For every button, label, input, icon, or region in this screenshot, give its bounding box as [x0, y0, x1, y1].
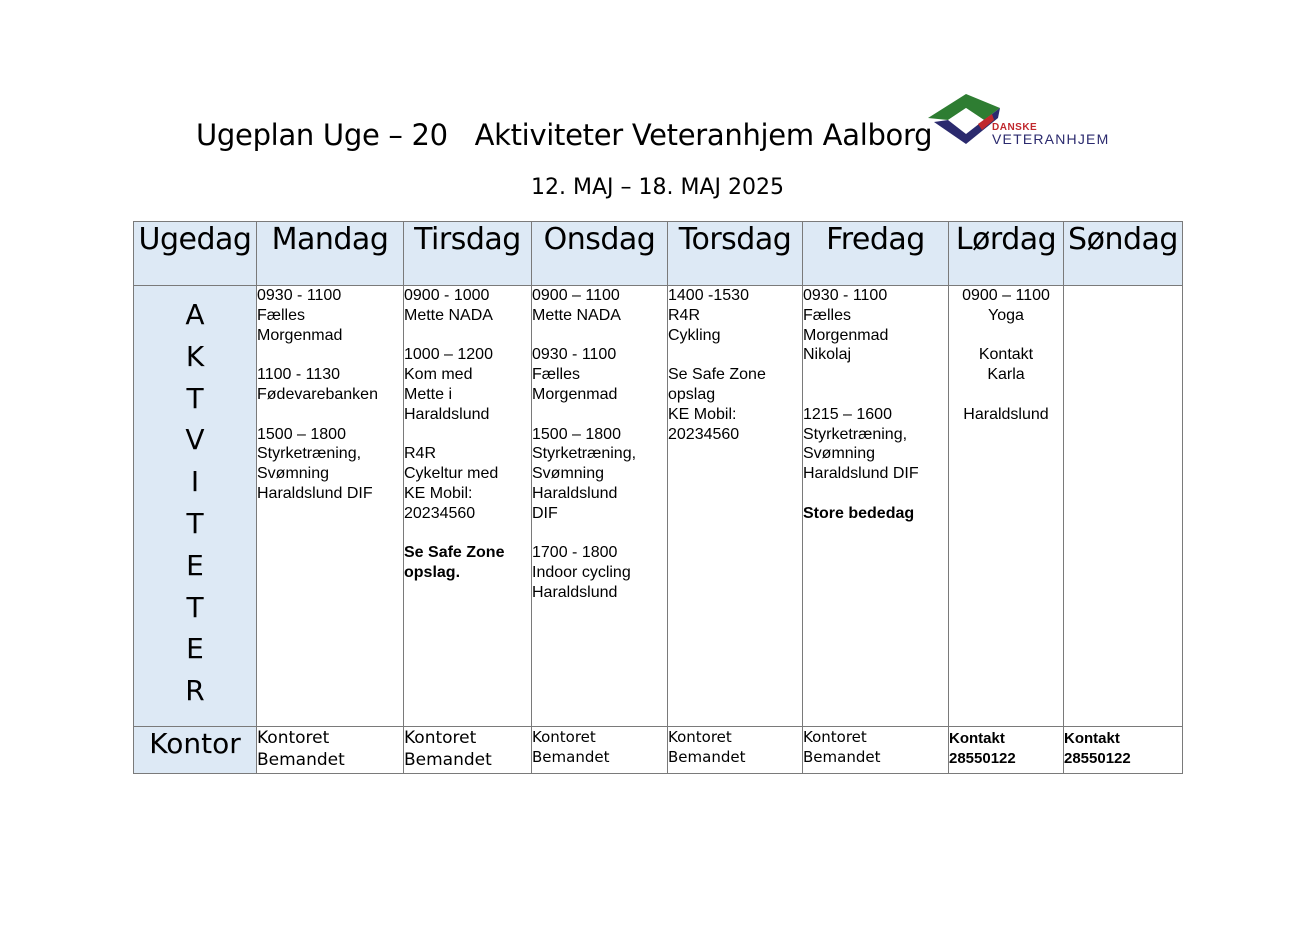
cell-line: Mette i: [404, 385, 453, 403]
activities-lordag: [949, 286, 1064, 727]
cell-line: Mette NADA: [532, 306, 621, 324]
activities-fredag: [803, 286, 949, 727]
kontor-mandag: [257, 727, 404, 774]
kontor-lordag: [949, 727, 1064, 774]
label-letter: K: [185, 339, 205, 373]
kontor-torsdag: [668, 727, 803, 774]
kontor-row: [134, 727, 1183, 774]
kontor-onsdag: [532, 727, 668, 774]
header-ugedag: Ugedag: [134, 222, 257, 286]
date-range-text: 12. MAJ – 18. MAJ 2025: [531, 175, 784, 200]
cell-line: opslag: [668, 385, 716, 403]
header-tirsdag: Tirsdag: [404, 222, 532, 286]
cell-line: 1000 – 1200: [404, 346, 493, 364]
cell-line: 0900 – 1100: [962, 287, 1050, 304]
header-torsdag: Torsdag: [668, 222, 803, 286]
cell-line: 0930 - 1100: [803, 287, 888, 304]
cell-line: [532, 524, 667, 544]
cell-line: 0930 - 1100: [532, 346, 617, 364]
cell-line: Fælles: [257, 306, 306, 324]
page-title: Ugeplan Uge – 20 Aktiviteter Veteranhjem Aalborg: [196, 118, 933, 152]
label-letter: T: [186, 590, 204, 624]
label-letter: R: [185, 674, 205, 708]
label-letter: I: [190, 465, 200, 499]
cell-line: 1100 - 1130: [257, 366, 341, 384]
cell-line: 28550122: [1064, 750, 1131, 767]
cell-line: Styrketræning,: [257, 445, 362, 463]
cell-line: [404, 425, 531, 445]
cell-line: KE Mobil:: [668, 405, 737, 423]
cell-line: Kontakt: [978, 346, 1034, 364]
cell-line: Morgenmad: [803, 326, 889, 344]
cell-line: Mette NADA: [404, 306, 493, 324]
cell-line: 20234560: [404, 504, 476, 522]
cell-line: 28550122: [949, 750, 1016, 767]
cell-line: DIF: [532, 504, 558, 522]
cell-line-bold: opslag.: [404, 564, 461, 582]
cell-line: [949, 326, 1063, 346]
cell-line: Fælles: [532, 366, 581, 384]
activities-torsdag: [668, 286, 803, 727]
cell-line: [532, 405, 667, 425]
cell-line: Fælles: [803, 306, 852, 324]
logo-text-veteranhjem: VETERANHJEM: [992, 131, 1110, 147]
cell-line: Bemandet: [404, 750, 492, 770]
label-letter: V: [185, 423, 205, 457]
cell-line: Morgenmad: [257, 326, 343, 344]
kontor-label: Kontor: [134, 727, 257, 774]
kontor-fredag: [803, 727, 949, 774]
cell-line: Kontoret: [257, 728, 330, 748]
cell-line: Kontakt: [949, 730, 1005, 747]
header-lordag: Lørdag: [949, 222, 1064, 286]
header-row: [134, 222, 1183, 286]
cell-line: Se Safe Zone: [668, 366, 766, 384]
cell-line: [404, 326, 531, 346]
cell-line: Haraldslund DIF: [803, 465, 919, 483]
activities-row: [134, 286, 1183, 727]
label-letter: A: [185, 298, 205, 331]
cell-line: Morgenmad: [532, 385, 618, 403]
cell-line: Kontoret: [404, 728, 477, 748]
cell-line: 1700 - 1800: [532, 544, 618, 562]
cell-line: 0900 - 1000: [404, 287, 490, 304]
cell-line: Fødevarebanken: [257, 385, 378, 403]
cell-line: Haraldslund: [404, 405, 490, 423]
cell-line: 0930 - 1100: [257, 287, 342, 304]
cell-line: [257, 345, 403, 365]
kontor-tirsdag: [404, 727, 532, 774]
header-fredag: Fredag: [803, 222, 949, 286]
label-letter: T: [186, 506, 204, 540]
cell-line: Indoor cycling: [532, 564, 631, 582]
cell-line: R4R: [404, 445, 437, 463]
kontor-sondag: [1064, 727, 1183, 774]
cell-line: Styrketræning,: [803, 425, 908, 443]
cell-line: [668, 345, 802, 365]
week-schedule-table: [133, 221, 1183, 774]
cell-line: Karla: [987, 366, 1025, 384]
activities-mandag: [257, 286, 404, 727]
activities-sondag: [1064, 286, 1183, 727]
cell-line: Bemandet: [803, 748, 881, 766]
cell-line: Cykeltur med: [404, 465, 499, 483]
cell-line: Kontoret: [803, 728, 867, 746]
cell-line: KE Mobil:: [404, 484, 473, 502]
activities-label: [134, 286, 257, 727]
cell-line: Bemandet: [257, 750, 345, 770]
cell-line: [532, 326, 667, 346]
vertical-label: [134, 286, 256, 712]
cell-line: Cykling: [668, 326, 721, 344]
cell-line-bold: Store bededag: [803, 504, 915, 522]
header-onsdag: Onsdag: [532, 222, 668, 286]
cell-line: Haraldslund: [963, 405, 1049, 423]
cell-line: 1215 – 1600: [803, 405, 892, 423]
cell-line: Bemandet: [668, 748, 746, 766]
cell-line: Kontoret: [532, 728, 596, 746]
label-letter: E: [186, 548, 204, 582]
cell-line: Yoga: [988, 306, 1024, 324]
cell-line: 1500 – 1800: [257, 425, 346, 443]
cell-line: 1400 -1530: [668, 287, 749, 304]
logo-text-danske: DANSKE: [992, 122, 1038, 133]
label-letter: T: [186, 381, 204, 415]
cell-line: Kontoret: [668, 728, 732, 746]
label-letter: E: [186, 632, 204, 666]
activities-onsdag: [532, 286, 668, 727]
cell-line: Styrketræning,: [532, 445, 637, 463]
cell-line: [803, 385, 948, 405]
cell-line-bold: Se Safe Zone: [404, 544, 505, 562]
cell-line: Haraldslund DIF: [257, 484, 373, 502]
cell-line: R4R: [668, 306, 701, 324]
header-sondag: Søndag: [1064, 222, 1183, 286]
cell-line: Svømning: [257, 465, 330, 483]
cell-line: Svømning: [532, 465, 605, 483]
cell-line: Kontakt: [1064, 730, 1120, 747]
cell-line: 0900 – 1100: [532, 287, 620, 304]
cell-line: [404, 524, 531, 544]
cell-line: [949, 385, 1063, 405]
cell-line: Kom med: [404, 366, 473, 384]
cell-line: [257, 405, 403, 425]
cell-line: Bemandet: [532, 748, 610, 766]
header-mandag: Mandag: [257, 222, 404, 286]
cell-line: [803, 365, 948, 385]
activities-tirsdag: [404, 286, 532, 727]
cell-line: Haraldslund: [532, 484, 618, 502]
cell-line: 20234560: [668, 425, 740, 443]
cell-line: Haraldslund: [532, 583, 618, 601]
date-range: [0, 175, 1315, 200]
cell-line: Svømning: [803, 445, 876, 463]
cell-line: [803, 484, 948, 504]
cell-line: Nikolaj: [803, 346, 852, 364]
cell-line: 1500 – 1800: [532, 425, 621, 443]
